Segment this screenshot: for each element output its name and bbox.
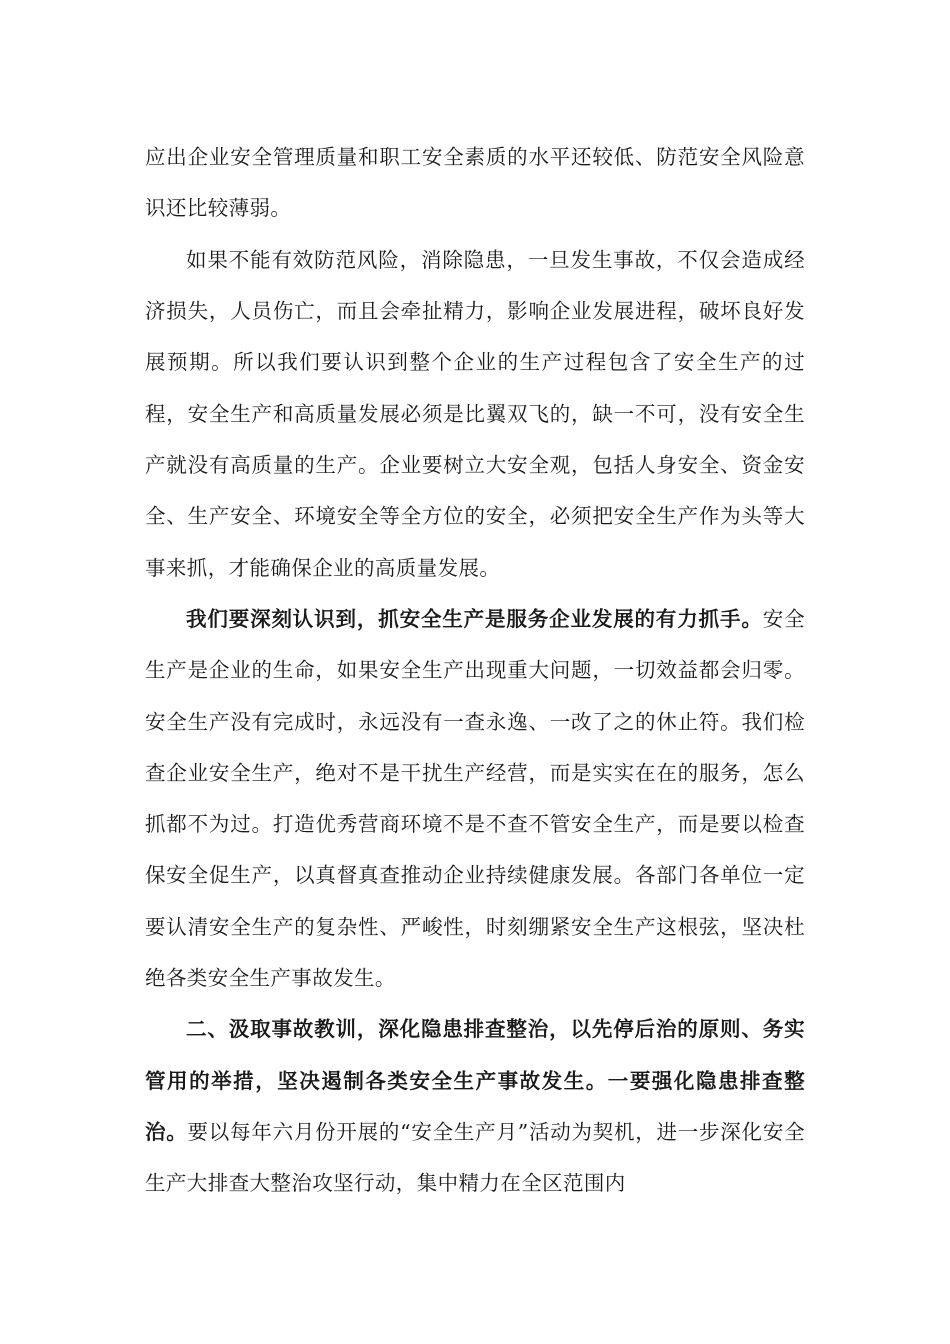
paragraph-4 bbox=[145, 1004, 805, 1209]
paragraph-2-text: 如果不能有效防范风险，消除隐患，一旦发生事故，不仅会造成经济损失，人员伤亡，而且会牵扯精力，影响企业发展进程，破坏良好发展预期。所以我们要认识到整个企业的生产过程包含了安全生产的过程，安全生产和高质量发展必须是比翼双飞的，缺一不可，没有安全生产就没有高质量的生产。企业要树立大安全观，包括人身安全、资金安全、生产安全、环境安全等全方位的安全，必须把安全生产作为头等大事来抓，才能确保企业的高质量发展。 bbox=[145, 247, 805, 580]
paragraph-1-text: 应出企业安全管理质量和职工安全素质的水平还较低、防范安全风险意识还比较薄弱。 bbox=[145, 145, 805, 221]
paragraph-4-text: 要以每年六月份开展的“安全生产月”活动为契机，进一步深化安全生产大排查大整治攻坚行动，集中精力在全区范围内 bbox=[145, 1119, 805, 1196]
paragraph-3-lead-sentence: 我们要深刻认识到，抓安全生产是服务企业发展的有力抓手。 bbox=[186, 606, 763, 631]
paragraph-3 bbox=[145, 594, 805, 1004]
paragraph-3-text: 安全生产是企业的生命，如果安全生产出现重大问题，一切效益都会归零。安全生产没有完成时，永远没有一查永逸、一改了之的休止符。我们检查企业安全生产，绝对不是干扰生产经营，而是实实在在的服务，怎么抓都不为过。打造优秀营商环境不是不查不管安全生产，而是要以检查保安全促生产，以真督真查推动企业持续健康发展。各部门各单位一定要认清安全生产的复杂性、严峻性，时刻绷紧安全生产这根弦，坚决杜绝各类安全生产事故发生。 bbox=[145, 606, 805, 991]
document-body bbox=[145, 132, 805, 1210]
paragraph-2 bbox=[145, 235, 805, 594]
paragraph-1 bbox=[145, 132, 805, 235]
section-heading-two: 二、汲取事故教训，深化隐患排查整治，以先停后治的原则、务实管用的举措，坚决遏制各类安全生产事故发生。一要强化隐患排查整治。 bbox=[145, 1017, 805, 1144]
